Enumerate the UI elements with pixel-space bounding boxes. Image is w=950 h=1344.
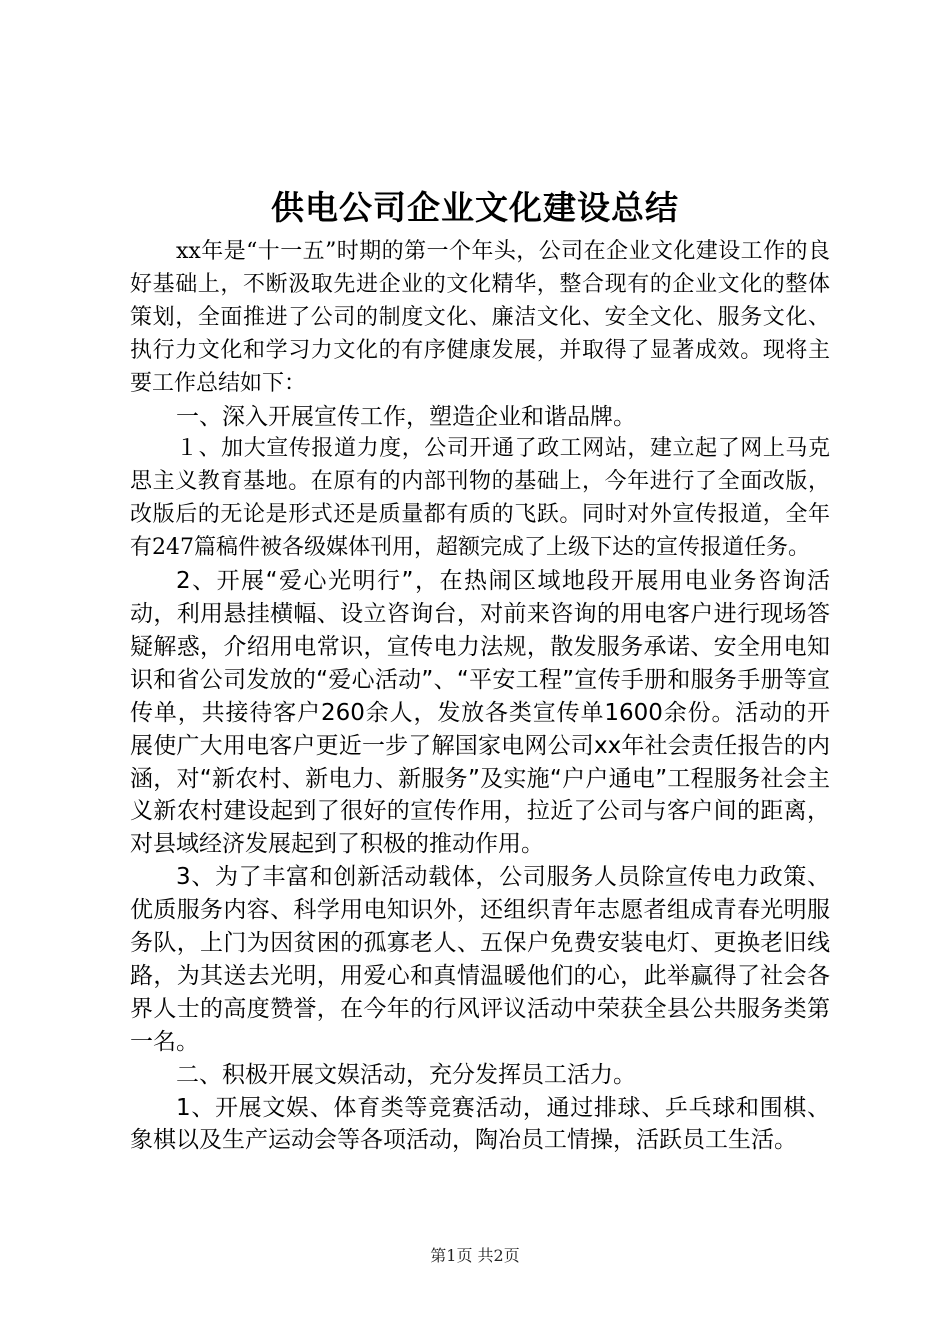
paragraph-2-1: 1、开展文娱、体育类等竞赛活动，通过排球、乒乓球和围棋、象棋以及生产运动会等各项活动，陶冶员工情操，活跃员工生活。 [130,1094,830,1154]
document-title: 供电公司企业文化建设总结 [271,188,679,227]
paragraph-1-3: 3、为了丰富和创新活动载体，公司服务人员除宣传电力政策、优质服务内容、科学用电知识外，还组织青年志愿者组成青春光明服务队，上门为因贫困的孤寡老人、五保户免费安装电灯、更换老旧线路，为其送去光明，用爱心和真情温暖他们的心，此举赢得了社会各界人士的高度赞誉，在今年的行风评议活动中荣获全县公共服务类第一名。 [130,864,830,1055]
document-body [130,236,830,1157]
paragraph-1-2: 2、开展“爱心光明行”，在热闹区域地段开展用电业务咨询活动，利用悬挂横幅、设立咨询台，对前来咨询的用电客户进行现场答疑解惑，介绍用电常识，宣传电力法规，散发服务承诺、安全用电知识和省公司发放的“爱心活动”、“平安工程”宣传手册和服务手册等宣传单，共接待客户260余人，发放各类宣传单1600余份。活动的开展使广大用电客户更近一步了解国家电网公司xx年社会责任报告的内涵，对“新农村、新电力、新服务”及实施“户户通电”工程服务社会主义新农村建设起到了很好的宣传作用，拉近了公司与客户间的距离，对县域经济发展起到了积极的推动作用。 [130,568,830,858]
page-footer: 第1页 共2页 [430,1246,520,1265]
section-heading-2: 二、积极开展文娱活动，充分发挥员工活力。 [176,1061,636,1088]
section-heading-1: 一、深入开展宣传工作，塑造企业和谐品牌。 [176,403,636,430]
intro-paragraph: xx年是“十一五”时期的第一个年头，公司在企业文化建设工作的良好基础上，不断汲取先进企业的文化精华，整合现有的企业文化的整体策划，全面推进了公司的制度文化、廉洁文化、安全文化、服务文化、执行力文化和学习力文化的有序健康发展，并取得了显著成效。现将主要工作总结如下： [130,239,830,396]
paragraph-1-1: １、加大宣传报道力度，公司开通了政工网站，建立起了网上马克思主义教育基地。在原有的内部刊物的基础上，今年进行了全面改版，改版后的无论是形式还是质量都有质的飞跃。同时对外宣传报道，全年有247篇稿件被各级媒体刊用，超额完成了上级下达的宣传报道任务。 [130,436,830,561]
